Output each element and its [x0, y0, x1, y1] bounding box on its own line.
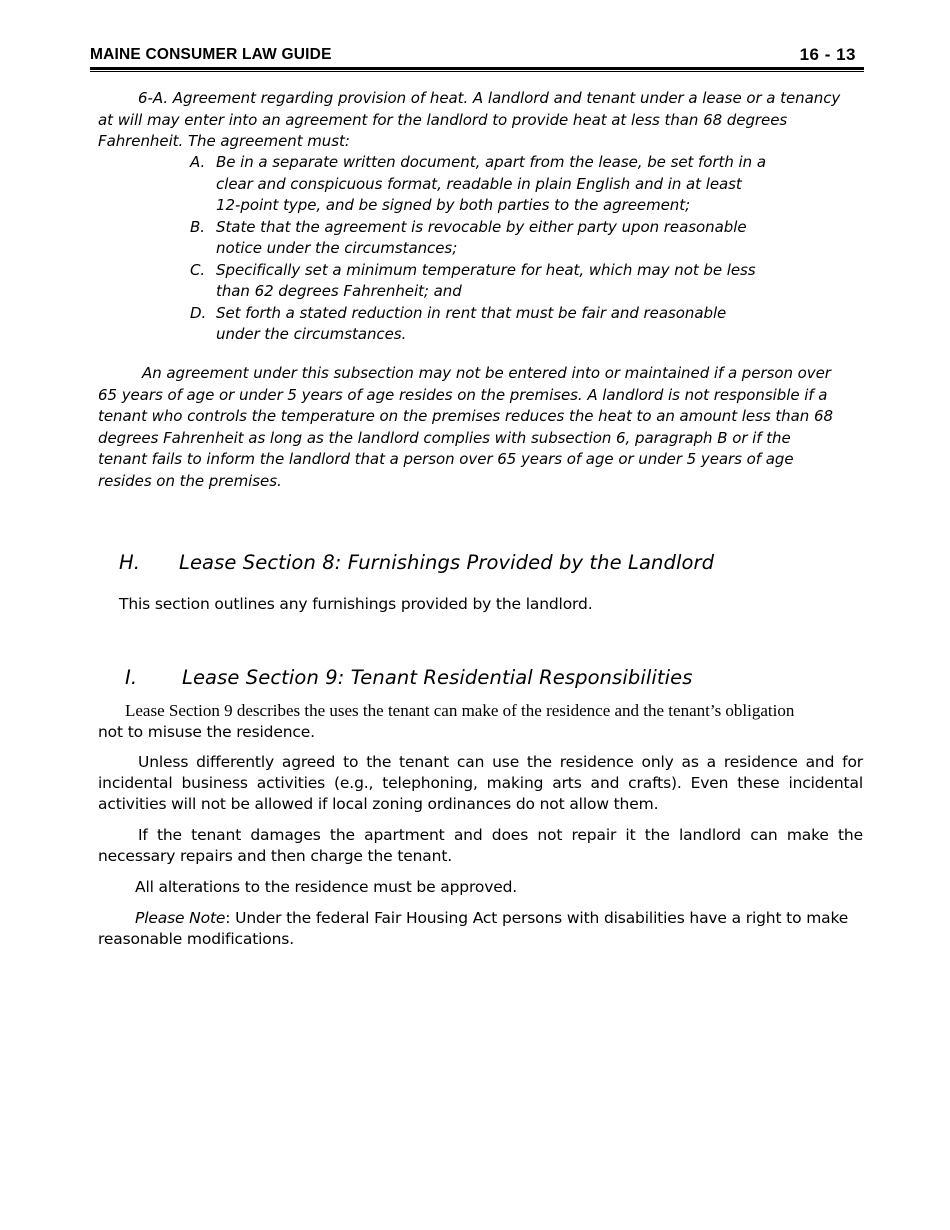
subsection-6a-intro-text: 6-A. Agreement regarding provision of heat. A landlord and tenant under a lease or a tenancy at will may enter into an agreement for the landlord to provide heat at less than 68 degrees Fahrenheit. The agreement must: [98, 89, 841, 150]
section-i-p1-continuation: not to misuse the residence. [98, 723, 315, 741]
subsection-6a-intro [98, 88, 858, 153]
list-item-text: State that the agreement is revocable by either party upon reasonable notice under the circumstances; [216, 217, 747, 257]
list-item [190, 260, 770, 303]
section-i-paragraph-2 [98, 752, 863, 815]
list-item-text: Be in a separate written document, apart from the lease, be set forth in a clear and conspicuous format, readable in plain English and in at least 12-point type, and be signed by both parties to the agreement; [216, 153, 766, 214]
section-i-p4-text: All alterations to the residence must be approved. [135, 878, 518, 896]
section-i-paragraph-1 [98, 700, 864, 743]
section-i-letter: I. [125, 666, 138, 689]
subsection-6a-closing [98, 363, 833, 492]
list-marker: D. [190, 303, 207, 322]
header-rule-thick [90, 67, 864, 70]
list-item-text: Specifically set a minimum temperature for heat, which may not be less than 62 degrees Fahrenheit; and [216, 260, 756, 300]
list-marker: C. [190, 260, 206, 279]
list-item-text: Set forth a stated reduction in rent that must be fair and reasonable under the circumstances. [216, 303, 727, 343]
section-h-title: Lease Section 8: Furnishings Provided by the Landlord [179, 551, 715, 574]
list-item [190, 217, 770, 260]
page-header [90, 45, 864, 67]
section-h-letter: H. [119, 551, 141, 574]
running-title: MAINE CONSUMER LAW GUIDE [90, 46, 332, 63]
subsection-6a-requirements-list [190, 152, 770, 346]
please-note-text: : Under the federal Fair Housing Act persons with disabilities have a right to make reasonable modifications. [98, 909, 849, 948]
section-i-paragraph-5 [98, 908, 858, 950]
section-i-heading [125, 666, 825, 692]
list-item [190, 152, 770, 217]
header-rule-thin [90, 71, 864, 72]
section-h-body: This section outlines any furnishings provided by the landlord. [119, 595, 593, 613]
list-item [190, 303, 770, 346]
subsection-6a-closing-text: An agreement under this subsection may not be entered into or maintained if a person over 65 years of age or under 5 years of age resides on the premises. A landlord is not responsible if a tenant who controls the temperature on the premises reduces the heat to an amount less than 68 degrees Fahrenheit as long as the landlord complies with subsection 6, paragraph B or if the tenant fails to inform the landlord that a person over 65 years of age or under 5 years of age resides on the premises. [98, 364, 833, 490]
section-h-heading [119, 551, 819, 577]
section-i-p5 [98, 908, 858, 950]
list-marker: B. [190, 217, 205, 236]
section-i-p2-text: Unless differently agreed to the tenant can use the residence only as a residence and for incidental business activities (e.g., telephoning, making arts and crafts). Even these incidental activities will not be allowed if local zoning ordinances do not allow them. [98, 753, 863, 813]
list-marker: A. [190, 153, 206, 171]
section-i-title: Lease Section 9: Tenant Residential Responsibilities [182, 666, 693, 689]
section-i-paragraph-4 [98, 877, 858, 898]
section-i-p1-serif-line: Lease Section 9 describes the uses the tenant can make of the residence and the tenant’s obligation [125, 701, 795, 720]
section-i-p3-text: If the tenant damages the apartment and does not repair it the landlord can make the necessary repairs and then charge the tenant. [98, 826, 863, 865]
page-number: 16 - 13 [799, 45, 856, 64]
please-note-label: Please Note [135, 909, 226, 927]
section-i-paragraph-3 [98, 825, 863, 867]
